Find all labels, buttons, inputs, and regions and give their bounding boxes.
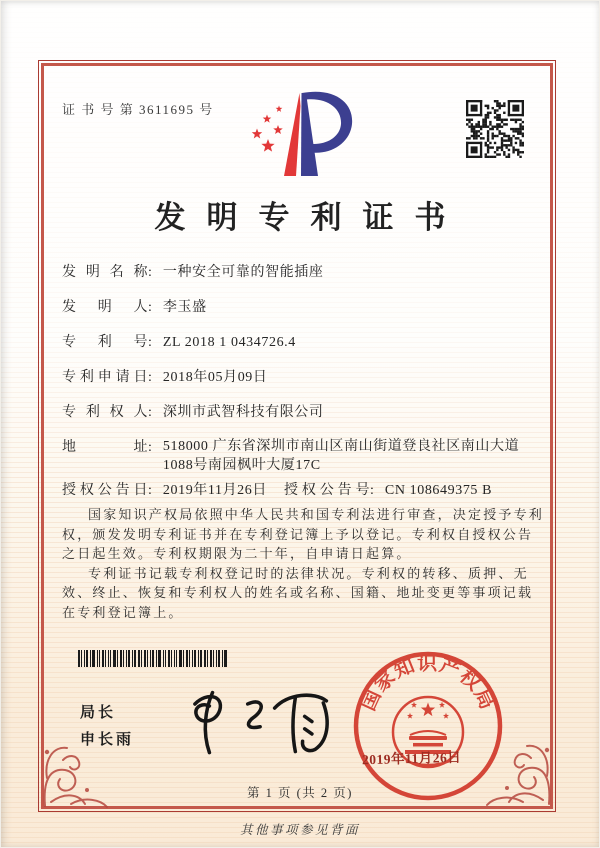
cnipa-logo-icon (238, 86, 362, 182)
qr-code-icon (466, 100, 524, 158)
field-value: 深圳市武智科技有限公司 (162, 405, 324, 420)
field-value: 李玉盛 (162, 300, 207, 315)
field-label: 专利申请日 (62, 370, 148, 385)
field-colon: : (148, 300, 152, 315)
field-label: 地址 (62, 440, 148, 455)
field-colon: : (148, 370, 152, 385)
field-row-grant (62, 480, 540, 502)
seal-date: 2019年11月26日 (361, 749, 462, 768)
field-value: ZL 2018 1 0434726.4 (162, 335, 296, 350)
field-row-patentee (62, 402, 540, 424)
field-colon: : (148, 483, 152, 498)
page-number: 第 1 页 (共 2 页) (247, 786, 353, 800)
field-colon: : (148, 405, 152, 420)
field-label: 发明名称 (62, 265, 148, 280)
field-label: 专利权人 (62, 405, 148, 420)
field-value: 2018年05月09日 (162, 370, 268, 385)
field-value: CN 108649375 B (384, 483, 493, 498)
legal-text (62, 505, 546, 622)
certificate-title: 发明专利证书 (154, 200, 467, 235)
handwritten-signature-icon (172, 676, 340, 764)
field-value: 2019年11月26日 (162, 483, 267, 498)
back-side-note: 其他事项参见背面 (239, 823, 360, 837)
field-row-application-date (62, 367, 540, 389)
field-colon: : (148, 335, 152, 350)
legal-paragraph-register: 专利证书记载专利权登记时的法律状况。专利权的转移、质押、无效、终止、恢复和专利权人的姓名或名称、国籍、地址变更等事项记载在专利登记簿上。 (62, 565, 534, 620)
field-label: 发明人 (62, 300, 148, 315)
seal-text: 国家知识产权局 (358, 653, 498, 715)
barcode-icon (78, 650, 228, 667)
field-row-inventor (62, 297, 540, 319)
field-row-address (62, 437, 540, 475)
field-colon: : (148, 265, 152, 280)
field-label: 专利号 (62, 335, 148, 350)
field-label: 授权公告日 (62, 483, 148, 498)
field-row-patent-number (62, 332, 540, 354)
field-value: 一种安全可靠的智能插座 (162, 265, 324, 280)
grant-number-pair (284, 483, 492, 498)
certificate-number: 证 书 号 第 3611695 号 (62, 102, 214, 117)
signer-title: 局长 (80, 705, 117, 721)
field-label: 授权公告号 (283, 483, 370, 498)
certificate-fields (62, 262, 540, 502)
field-row-invention-name (62, 262, 540, 284)
field-colon: : (148, 440, 152, 455)
legal-paragraph-grant: 国家知识产权局依照中华人民共和国专利法进行审查，决定授予专利权，颁发发明专利证书并在专利登记簿上予以登记。专利权自授权公告之日起生效。专利权期限为二十年，自申请日起算。 (62, 507, 545, 561)
field-value: 518000 广东省深圳市南山区南山街道登良社区南山大道1088号南园枫叶大厦17C (162, 439, 520, 473)
signer-name: 申长雨 (80, 732, 135, 748)
field-colon: : (369, 483, 374, 498)
